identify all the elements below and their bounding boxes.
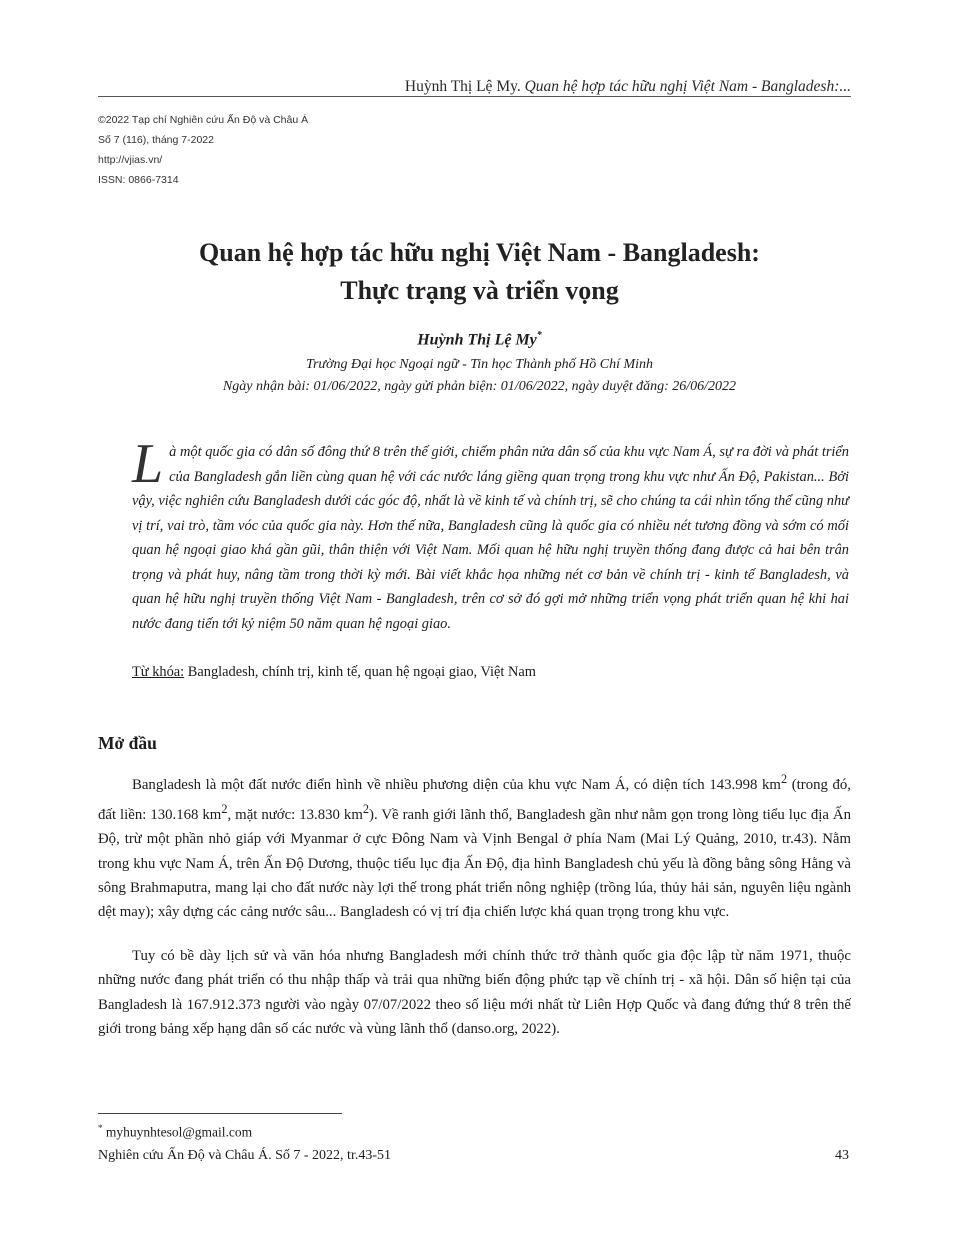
author-footnote-mark: *	[536, 330, 542, 341]
author-affiliation: Trường Đại học Ngoại ngữ - Tin học Thành phố Hồ Chí Minh	[305, 357, 654, 372]
journal-issue: Số 7 (116), tháng 7-2022	[98, 134, 214, 146]
journal-url[interactable]: http://vjias.vn/	[98, 154, 163, 166]
running-head-author: Huỳnh Thị Lệ My.	[404, 78, 521, 95]
superscript-2: 2	[780, 772, 788, 786]
p1-part-c: , mặt nước: 13.830 km	[227, 807, 363, 824]
keywords-label: Từ khóa:	[132, 664, 185, 680]
article-dates: Ngày nhận bài: 01/06/2022, ngày gửi phản biện: 01/06/2022, ngày duyệt đăng: 26/06/2022	[222, 379, 737, 394]
journal-meta	[98, 110, 308, 190]
superscript-2: 2	[362, 802, 370, 817]
abstract-text: à một quốc gia có dân số đông thứ 8 trên thế giới, chiếm phân nửa dân số của khu vực Nam Á, sự ra đời và phát triển của Bangladesh gắn liền cùng quan hệ với các nước láng giềng quan trọng trong khu vực như Ấn Độ, Pakistan... Bởi vậy, việc nghiên cứu Bangladesh dưới các góc độ, nhất là về kinh tế và chính trị, sẽ cho chúng ta cái nhìn tổng thể cũng như vị trí, vai trò, tầm vóc của quốc gia này. Hơn thế nữa, Bangladesh cũng là quốc gia có nhiều nét tương đồng và sớm có mối quan hệ ngoại giao khá gần gũi, thân thiện với Việt Nam. Mối quan hệ hữu nghị truyền thống đang được cả hai bên trân trọng và phát huy, nâng tầm trong thời kỳ mới. Bài viết khắc họa những nét cơ bản về chính trị - kinh tế Bangladesh, và quan hệ hữu nghị truyền thống Việt Nam - Bangladesh, trên cơ sở đó gợi mở những triển vọng phát triển quan hệ khi hai nước đang tiến tới kỷ niệm 50 năm quan hệ ngoại giao.	[132, 444, 849, 632]
author-name: Huỳnh Thị Lệ My	[417, 331, 537, 349]
header-rule	[98, 96, 851, 97]
page-number: 43	[835, 1148, 849, 1163]
article-title-line-1: Quan hệ hợp tác hữu nghị Việt Nam - Bangladesh:	[199, 238, 760, 267]
journal-copyright: ©2022 Tạp chí Nghiên cứu Ấn Độ và Châu Á	[98, 114, 309, 126]
body-paragraph-1	[98, 767, 851, 925]
footer-citation: Nghiên cứu Ấn Độ và Châu Á. Số 7 - 2022, tr.43-51	[98, 1148, 392, 1163]
journal-issn: ISSN: 0866-7314	[98, 174, 179, 186]
footnote-email[interactable]: myhuynhtesol@gmail.com	[102, 1124, 253, 1140]
abstract	[132, 433, 849, 636]
running-head-title: Quan hệ hợp tác hữu nghị Việt Nam - Bangladesh:...	[524, 78, 851, 95]
p1-part-a: Bangladesh là một đất nước điển hình về nhiều phương diện của khu vực Nam Á, có diện tích 143.998 km	[132, 776, 781, 793]
footnote-rule	[98, 1113, 342, 1114]
keywords-text: Bangladesh, chính trị, kinh tế, quan hệ ngoại giao, Việt Nam	[184, 664, 536, 680]
author-affiliation-block	[90, 354, 869, 398]
p1-part-b: (trong đó, đất liền: 130.168 km	[98, 776, 851, 824]
section-heading: Mở đầu	[98, 733, 157, 753]
footnote	[98, 1123, 252, 1141]
article-author	[90, 330, 869, 349]
article-title	[90, 234, 869, 310]
abstract-dropcap: L	[132, 433, 164, 495]
running-head	[100, 78, 851, 96]
footnote-mark: *	[98, 1123, 103, 1133]
p1-part-d: ). Về ranh giới lãnh thổ, Bangladesh gần như nằm gọn trong lòng tiểu lục địa Ấn Độ, trừ một phần nhỏ giáp với Myanmar ở cực Đông Nam và Vịnh Bengal ở phía Nam (Mai Lý Quảng, 2010, tr.43). Nằm trong khu vực Nam Á, trên Ấn Độ Dương, thuộc tiểu lục địa Ấn Độ, địa hình Bangladesh chủ yếu là đồng bằng sông Hằng và sông Brahmaputra, mang lại cho đất nước này lợi thế trong phát triển nông nghiệp (trồng lúa, thủy hải sản, nguyên liệu ngành dệt may); xây dựng các cảng nước sâu... Bangladesh có vị trí địa chiến lược khá quan trọng trong khu vực.	[98, 807, 851, 921]
article-title-line-2: Thực trạng và triển vọng	[340, 276, 619, 305]
body-paragraph-2: Tuy có bề dày lịch sử và văn hóa nhưng Bangladesh mới chính thức trở thành quốc gia độc lập từ năm 1971, thuộc những nước đang phát triển có thu nhập thấp và trải qua những biến động phức tạp về chính trị - xã hội. Dân số hiện tại của Bangladesh là 167.912.373 người vào ngày 07/07/2022 theo số liệu mới nhất từ Liên Hợp Quốc và đang đứng thứ 8 trên thế giới trong bảng xếp hạng dân số các nước và vùng lãnh thổ (danso.org, 2022).	[98, 948, 851, 1037]
keywords	[132, 660, 849, 684]
superscript-2: 2	[221, 802, 228, 817]
